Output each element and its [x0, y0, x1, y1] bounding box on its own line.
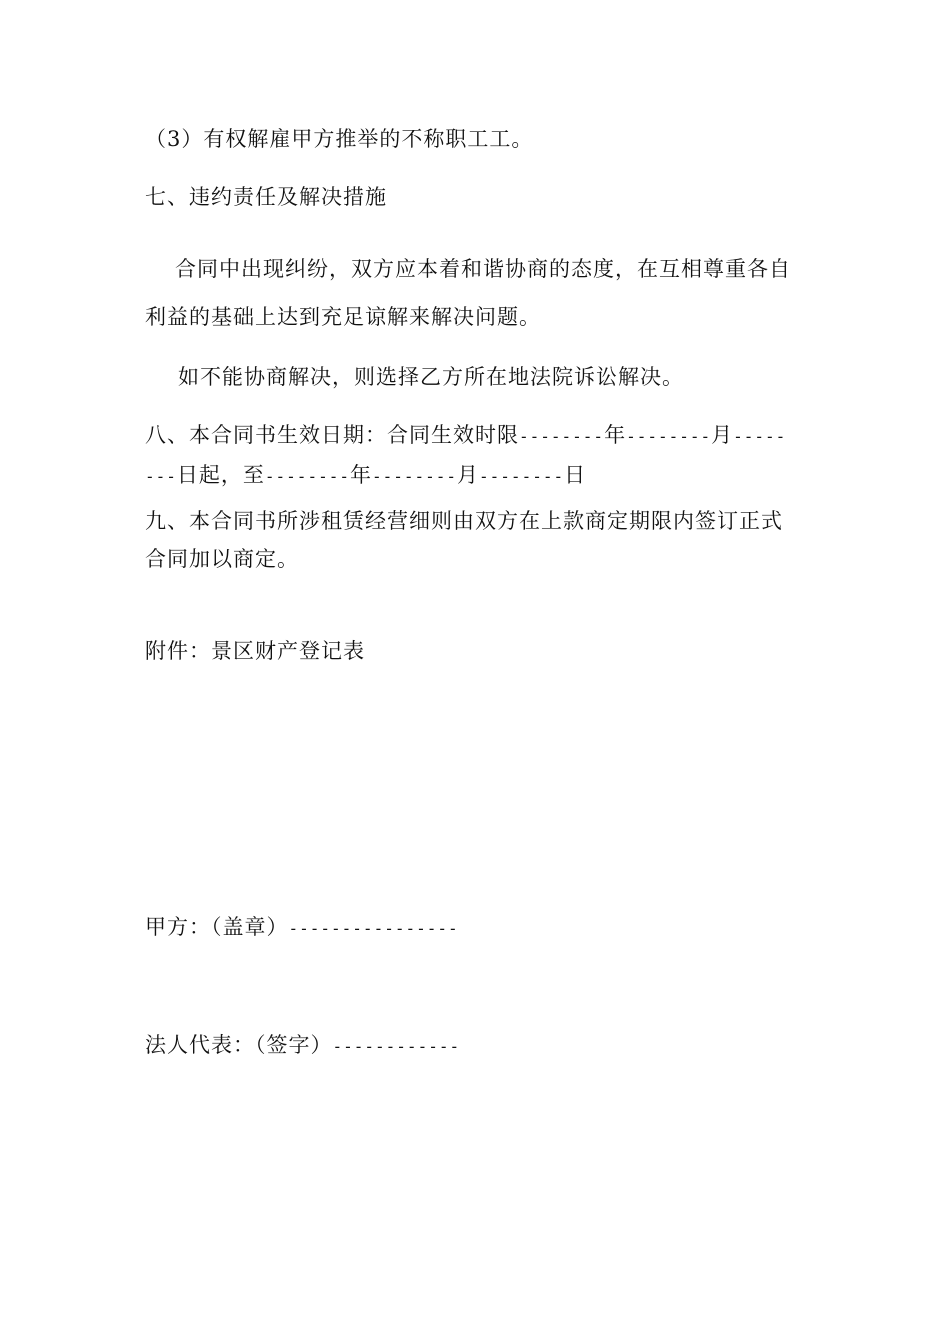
- section-8-line-1: [145, 420, 786, 452]
- clause-6-item-3: （3）有权解雇甲方推举的不称职工工。: [145, 127, 534, 151]
- party-a-label: 甲方：（盖章）: [145, 915, 289, 939]
- day-label-1: 日起，至: [176, 463, 265, 487]
- section-7-heading: 七、违约责任及解决措施: [145, 185, 387, 209]
- day-blank-1a: -----: [733, 427, 787, 446]
- section-7-paragraph-1-line-2: 利益的基础上达到充足谅解来解决问题。: [145, 305, 541, 329]
- legal-representative-signature-line: [145, 1030, 460, 1062]
- section-7-paragraph-1-line-1: 合同中出现纠纷，双方应本着和谐协商的态度，在互相尊重各自: [175, 257, 791, 281]
- month-blank-2: --------: [371, 467, 458, 486]
- month-label-2: 月: [457, 463, 480, 487]
- party-a-seal-blank: ----------------: [288, 919, 459, 938]
- section-8-prefix: 八、本合同书生效日期：合同生效时限: [145, 423, 519, 447]
- section-9-line-1: 九、本合同书所涉租赁经营细则由双方在上款商定期限内签订正式: [145, 509, 783, 533]
- party-a-signature-line: [145, 912, 459, 944]
- year-label-2: 年: [349, 463, 372, 487]
- section-8-line-2: [145, 460, 586, 492]
- year-blank-1: --------: [519, 427, 605, 446]
- section-7-paragraph-2: 如不能协商解决，则选择乙方所在地法院诉讼解决。: [178, 365, 684, 389]
- legal-rep-signature-blank: ------------: [332, 1037, 461, 1056]
- month-blank-1: --------: [626, 427, 712, 446]
- legal-rep-label: 法人代表：（签字）: [145, 1033, 333, 1057]
- day-blank-2: --------: [479, 467, 565, 486]
- year-blank-2: --------: [264, 467, 350, 486]
- day-label-2: 日: [564, 463, 587, 487]
- day-blank-1b: ---: [145, 467, 177, 486]
- year-label-1: 年: [604, 423, 627, 447]
- month-label-1: 月: [711, 423, 734, 447]
- attachment-line: 附件：景区财产登记表: [145, 639, 365, 663]
- section-9-line-2: 合同加以商定。: [145, 547, 299, 571]
